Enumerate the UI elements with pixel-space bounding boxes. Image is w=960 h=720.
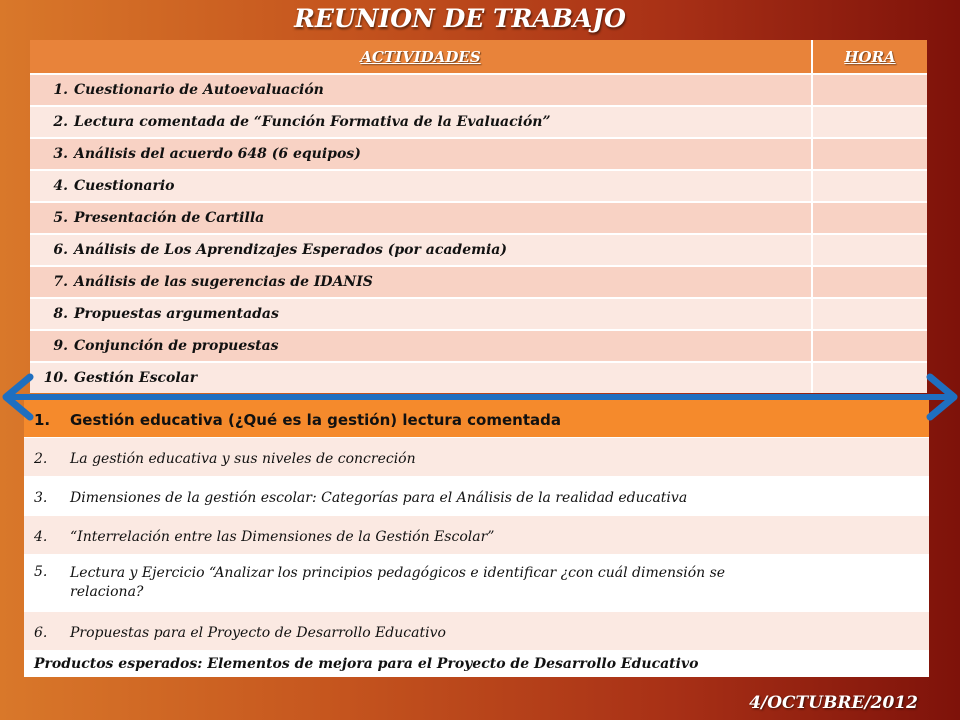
row-text: Análisis del acuerdo 648 (6 equipos) (74, 146, 361, 162)
row-number: 1. (53, 82, 68, 98)
row-number: 9. (53, 338, 68, 354)
row-text: Análisis de Los Aprendizajes Esperados (por academia) (74, 242, 507, 258)
row-text: Conjunción de propuestas (74, 338, 279, 354)
table-row (24, 438, 929, 477)
hora-cell (812, 138, 927, 170)
row-number: 3. (34, 490, 48, 506)
table-row (24, 516, 929, 555)
row-text: Análisis de las sugerencias de IDANIS (74, 274, 373, 290)
row-number: 2. (53, 114, 68, 130)
table-row (24, 477, 929, 516)
hora-cell (812, 106, 927, 138)
row-number: 8. (53, 306, 68, 322)
row-number: 7. (53, 274, 68, 290)
table-header (30, 40, 927, 74)
hora-header: HORA (812, 40, 927, 74)
table-row (30, 330, 927, 362)
row-number: 5. (53, 210, 68, 226)
hora-cell (812, 170, 927, 202)
table-row (30, 138, 927, 170)
table-row (24, 555, 929, 612)
table-row (30, 202, 927, 234)
table-row (30, 298, 927, 330)
row-text: Lectura y Ejercicio “Analizar los principios pedagógicos e identificar ¿con cuál dimensión se relaciona? (70, 565, 726, 600)
row-text: Lectura comentada de “Función Formativa de la Evaluación” (74, 114, 551, 130)
row-number: 6. (53, 242, 68, 258)
table-row (30, 170, 927, 202)
row-text: Dimensiones de la gestión escolar: Categorías para el Análisis de la realidad educativa (70, 490, 688, 506)
row-text: Gestión educativa (¿Qué es la gestión) lectura comentada (70, 411, 562, 429)
page-title: REUNION DE TRABAJO (294, 4, 626, 33)
products-row (24, 651, 929, 678)
row-number: 4. (34, 529, 48, 545)
hora-cell (812, 298, 927, 330)
row-number: 10. (43, 370, 68, 386)
hora-cell (812, 74, 927, 106)
table-row (24, 612, 929, 651)
row-number: 3. (53, 146, 68, 162)
table-row (30, 266, 927, 298)
row-number: 5. (34, 564, 48, 580)
row-number: 4. (53, 178, 68, 194)
hora-cell (812, 330, 927, 362)
date-label: 4/OCTUBRE/2012 (749, 693, 918, 713)
table-row (30, 74, 927, 106)
row-number: 6. (34, 625, 48, 641)
activities-header: ACTIVIDADES (30, 40, 812, 74)
double-arrow-icon (0, 372, 960, 422)
row-text: Propuestas argumentadas (74, 306, 279, 322)
row-text: Presentación de Cartilla (74, 210, 265, 226)
row-text: Propuestas para el Proyecto de Desarrollo Educativo (70, 625, 446, 641)
activities-table (30, 40, 927, 393)
row-number: 2. (34, 451, 48, 467)
row-text: Gestión Escolar (74, 370, 198, 386)
hora-cell (812, 202, 927, 234)
row-text: Cuestionario de Autoevaluación (74, 82, 324, 98)
row-text: Cuestionario (74, 178, 175, 194)
row-text: La gestión educativa y sus niveles de concreción (70, 451, 416, 467)
hora-cell (812, 266, 927, 298)
table-row (30, 106, 927, 138)
row-text: “Interrelación entre las Dimensiones de la Gestión Escolar” (70, 529, 495, 545)
row-number: 1. (34, 411, 51, 429)
products-text: Productos esperados: Elementos de mejora para el Proyecto de Desarrollo Educativo (24, 651, 929, 678)
table-row (30, 234, 927, 266)
hora-cell (812, 234, 927, 266)
gestion-table (24, 396, 929, 677)
